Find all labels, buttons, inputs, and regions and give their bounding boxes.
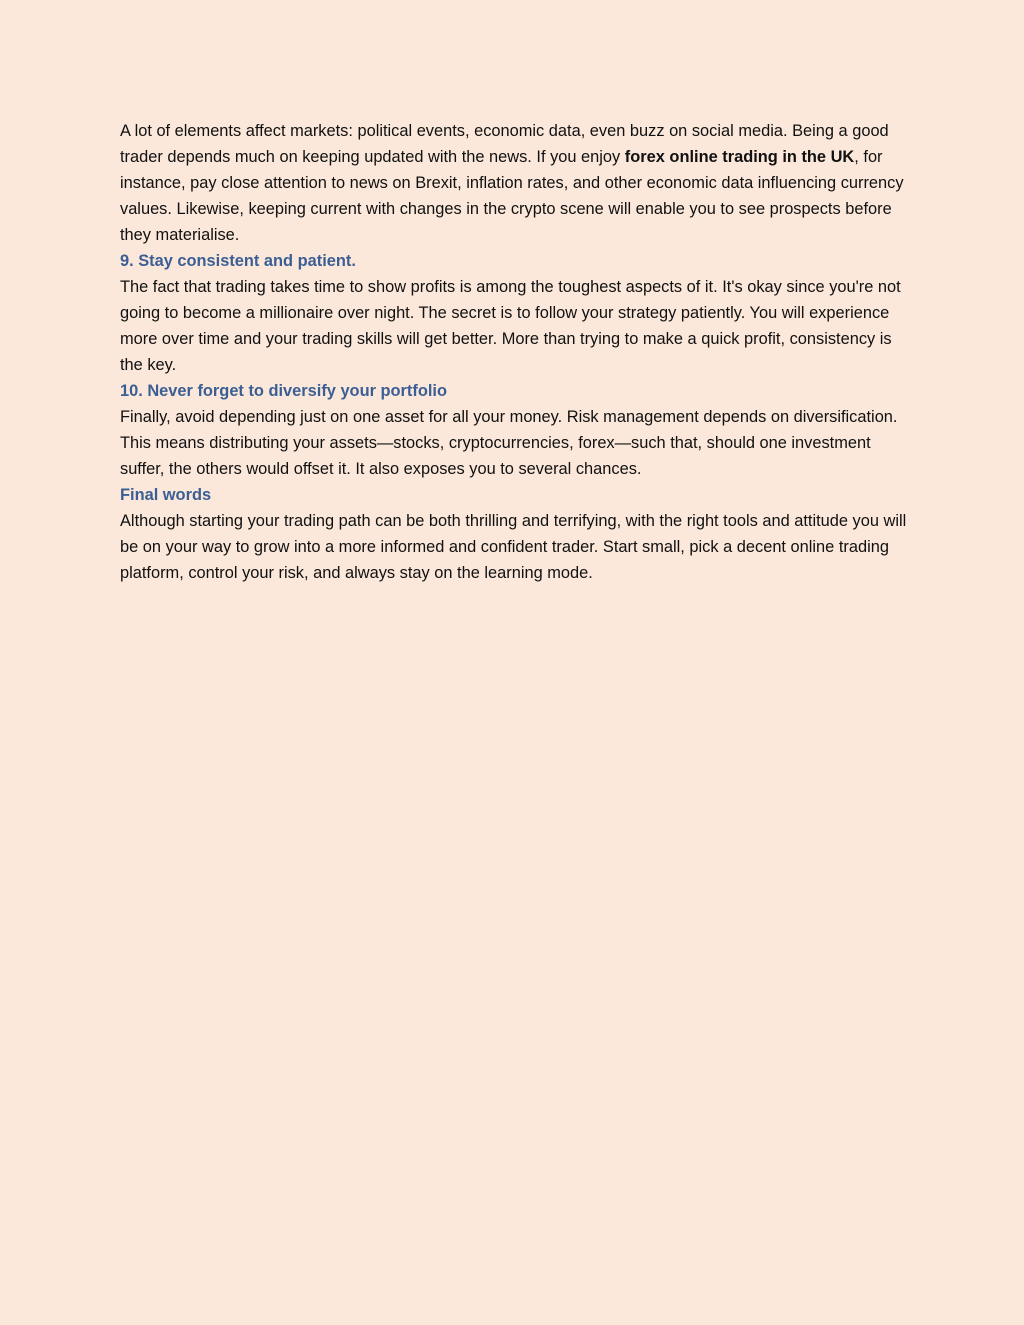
section-paragraph-stay-consistent: The fact that trading takes time to show profits is among the toughest aspects of it. It's okay since you're not going to become a millionaire over night. The secret is to follow your strategy patiently. You will experience more over time and your trading skills will get better. More than trying to make a quick profit, consistency is the key.: [120, 278, 901, 374]
section-paragraph-final-words: Although starting your trading path can be both thrilling and terrifying, with the right tools and attitude you will be on your way to grow into a more informed and confident trader. Start small, pick a decent online trading platform, control your risk, and always stay on the learning mode.: [120, 512, 907, 582]
section-heading-diversify: 10. Never forget to diversify your portfolio: [120, 382, 447, 400]
intro-text-start: A lot of elements affect markets: political events, economic data, even buzz on social media. Being a good trader depends much on keeping updated with the news. If you enjoy: [120, 122, 889, 166]
section-heading-final-words: Final words: [120, 486, 212, 504]
intro-text-end: , for instance, pay close attention to news on Brexit, inflation rates, and other economic data influencing currency values. Likewise, keeping current with changes in the crypto scene will enable you to see prospects before they materialise.: [120, 148, 904, 244]
section-paragraph-diversify: Finally, avoid depending just on one asset for all your money. Risk management depends on diversification. This means distributing your assets—stocks, cryptocurrencies, forex—such that, should one investment suffer, the others would offset it. It also exposes you to several chances.: [120, 408, 898, 478]
document-body: [120, 118, 910, 586]
intro-bold-keyword: forex online trading in the UK: [624, 148, 855, 166]
intro-paragraph: [120, 118, 910, 248]
section-heading-stay-consistent: 9. Stay consistent and patient.: [120, 252, 356, 270]
